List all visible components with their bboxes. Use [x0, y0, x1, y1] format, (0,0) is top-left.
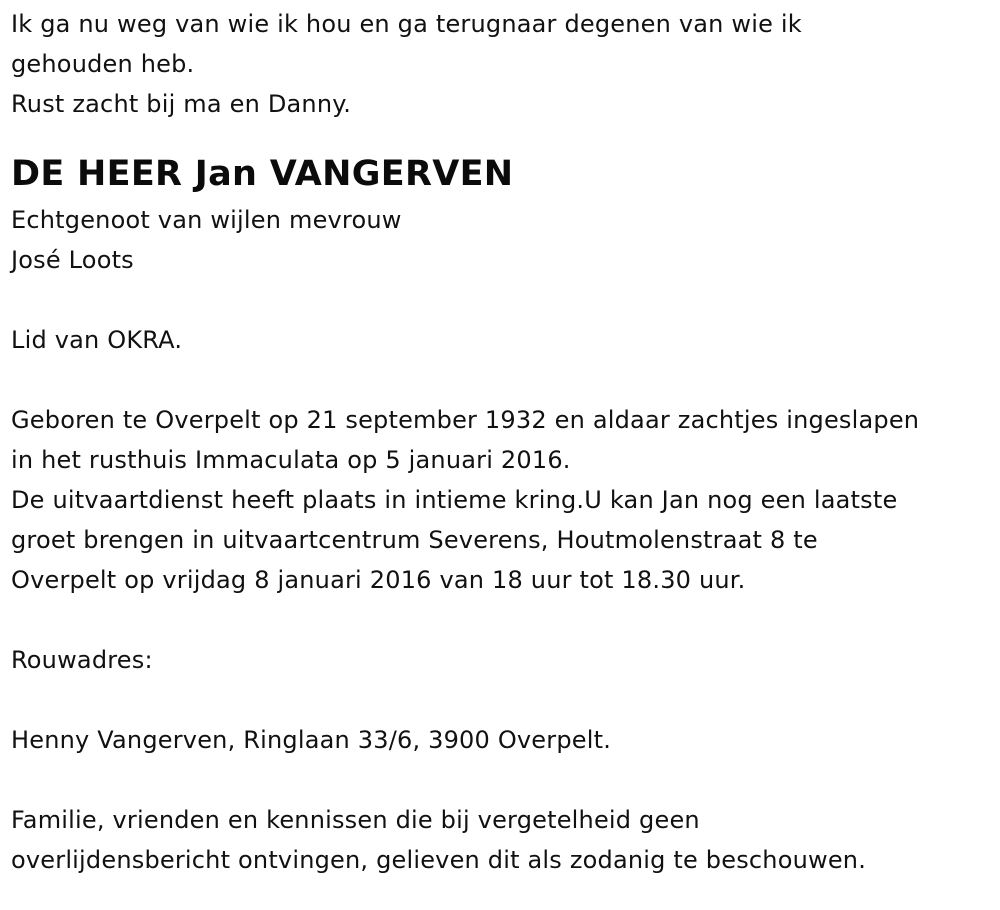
death-notice — [11, 4, 991, 880]
closing-line: overlijdensbericht ontvingen, gelieven dit als zodanig te beschouwen. — [11, 846, 867, 874]
spacer — [11, 124, 991, 142]
poem-line: gehouden heb. — [11, 50, 195, 78]
address-label: Rouwadres: — [11, 646, 153, 674]
spacer — [11, 280, 991, 320]
spacer — [11, 760, 991, 800]
details-line: in het rusthuis Immaculata op 5 januari 2016. — [11, 446, 571, 474]
closing — [11, 800, 991, 880]
membership: Lid van OKRA. — [11, 326, 183, 354]
spacer — [11, 360, 991, 400]
deceased-name-heading: DE HEER Jan VANGERVEN — [11, 154, 514, 194]
spouse-name: José Loots — [11, 246, 134, 274]
spacer — [11, 680, 991, 720]
spouse-line: Echtgenoot van wijlen mevrouw — [11, 206, 402, 234]
poem-line: Ik ga nu weg van wie ik hou en ga terugnaar degenen van wie ik — [11, 10, 802, 38]
spouse-info — [11, 200, 991, 280]
spacer — [11, 600, 991, 640]
mourning-address: Henny Vangerven, Ringlaan 33/6, 3900 Overpelt. — [11, 726, 612, 754]
details-line: Overpelt op vrijdag 8 januari 2016 van 18 uur tot 18.30 uur. — [11, 566, 746, 594]
closing-line: Familie, vrienden en kennissen die bij vergetelheid geen — [11, 806, 700, 834]
details — [11, 400, 991, 600]
poem-line: Rust zacht bij ma en Danny. — [11, 90, 352, 118]
details-line: groet brengen in uitvaartcentrum Severens, Houtmolenstraat 8 te — [11, 526, 818, 554]
details-line: Geboren te Overpelt op 21 september 1932 en aldaar zachtjes ingeslapen — [11, 406, 920, 434]
poem — [11, 4, 991, 124]
details-line: De uitvaartdienst heeft plaats in intieme kring.U kan Jan nog een laatste — [11, 486, 898, 514]
